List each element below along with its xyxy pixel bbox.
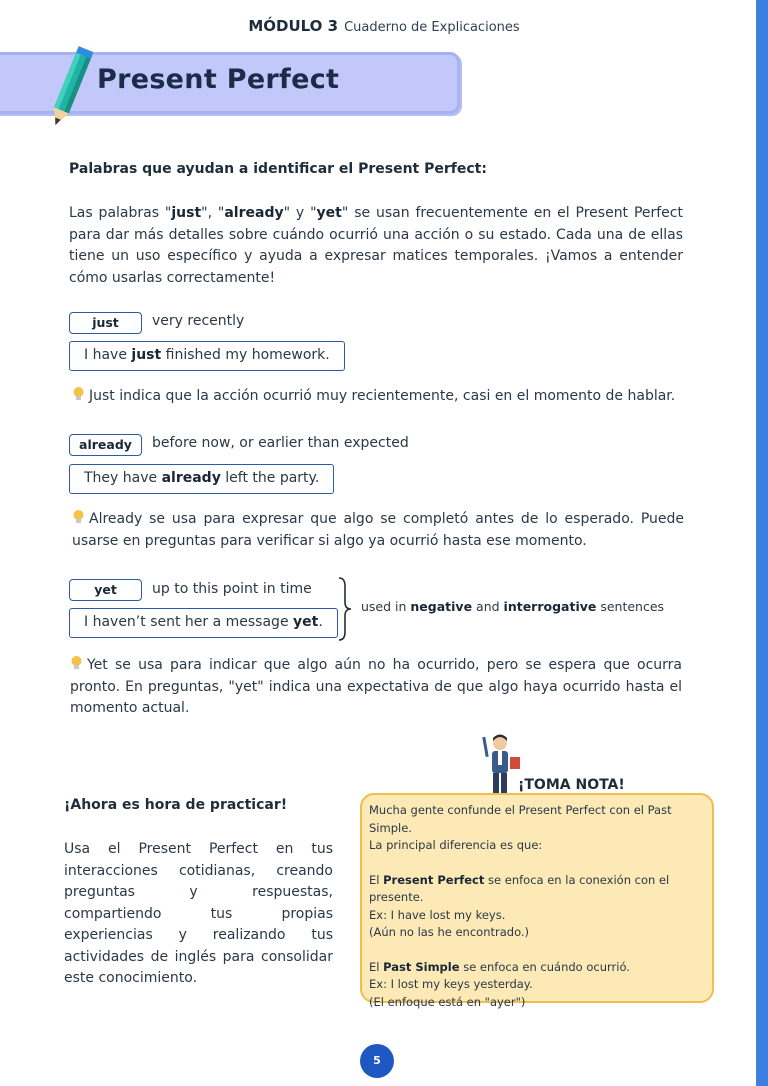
example-box-just bbox=[69, 341, 345, 371]
note-example: Ex: I lost my keys yesterday. bbox=[369, 977, 533, 991]
lightbulb-icon bbox=[72, 509, 85, 525]
note-keyword: Past Simple bbox=[383, 959, 460, 974]
right-edge-stripe bbox=[756, 0, 768, 1086]
curly-brace-icon bbox=[336, 576, 354, 642]
page-title: Present Perfect bbox=[97, 64, 340, 95]
example-text: I haven’t sent her a message bbox=[84, 614, 294, 630]
tip-text: Just indica que la acción ocurrió muy recientemente, casi en el momento de hablar. bbox=[89, 388, 676, 404]
practice-body: Usa el Present Perfect en tus interacciones cotidianas, creando preguntas y respuestas, compartiendo tus propias experiencias y realizando tus actividades de inglés para consolidar este conocimiento. bbox=[64, 841, 333, 986]
page-number-badge: 5 bbox=[360, 1044, 394, 1078]
note-keyword-negative: negative bbox=[410, 599, 473, 614]
example-text: I have bbox=[84, 347, 132, 363]
example-text: finished my homework. bbox=[161, 347, 330, 363]
note-line: Mucha gente confunde el Present Perfect con el Past Simple. bbox=[369, 803, 672, 835]
tip-just bbox=[72, 386, 684, 408]
note-keyword: Present Perfect bbox=[383, 872, 485, 887]
yet-usage-note bbox=[361, 599, 664, 614]
tip-yet bbox=[70, 655, 682, 720]
example-keyword: already bbox=[161, 470, 221, 486]
note-line: La principal diferencia es que: bbox=[369, 838, 543, 852]
note-text: se enfoca en cuándo ocurrió. bbox=[459, 959, 630, 974]
note-text: and bbox=[472, 599, 504, 614]
lightbulb-icon bbox=[70, 655, 83, 671]
note-line-present-perfect bbox=[369, 872, 709, 907]
note-text: El bbox=[369, 872, 384, 887]
note-text: used in bbox=[361, 599, 411, 614]
word-tag-yet: yet bbox=[69, 579, 142, 601]
example-text: . bbox=[318, 614, 323, 630]
note-line-past-simple bbox=[369, 959, 709, 977]
practice-title: ¡Ahora es hora de practicar! bbox=[64, 797, 288, 813]
pencil-icon bbox=[40, 44, 100, 134]
tip-already bbox=[72, 509, 684, 552]
module-label: MÓDULO 3 bbox=[248, 17, 339, 35]
note-text: sentences bbox=[596, 599, 665, 614]
example-text: They have bbox=[84, 470, 162, 486]
note-example: Ex: I have lost my keys. bbox=[369, 907, 506, 922]
tip-text: Already se usa para expresar que algo se completó antes de lo esperado. Puede usarse en preguntas para verificar si algo ya ocurrió hasta ese momento. bbox=[72, 511, 684, 549]
section-heading: Palabras que ayudan a identificar el Present Perfect: bbox=[69, 161, 487, 177]
note-keyword-interrogative: interrogative bbox=[503, 599, 597, 614]
word-tag-just: just bbox=[69, 312, 142, 334]
intro-paragraph bbox=[69, 203, 683, 289]
example-box-yet bbox=[69, 608, 338, 638]
example-keyword: just bbox=[131, 347, 162, 363]
note-content bbox=[369, 802, 709, 1011]
word-definition-already: before now, or earlier than expected bbox=[152, 435, 409, 451]
intro-text: ", " bbox=[201, 205, 225, 221]
note-text: se enfoca en la conexión con el presente. bbox=[369, 872, 670, 904]
word-tag-already: already bbox=[69, 434, 142, 456]
tip-text: Yet se usa para indicar que algo aún no ha ocurrido, pero se espera que ocurra pronto. En preguntas, "yet" indica una expectativa de que algo haya ocurrido hasta el momento actual. bbox=[70, 657, 682, 716]
intro-text: Las palabras " bbox=[69, 205, 172, 221]
example-box-already bbox=[69, 464, 334, 494]
keyword-just: just bbox=[171, 205, 202, 221]
example-keyword: yet bbox=[293, 614, 319, 630]
keyword-already: already bbox=[224, 205, 284, 221]
word-definition-yet: up to this point in time bbox=[152, 581, 312, 597]
module-header bbox=[0, 17, 768, 35]
intro-text: " se usan frecuentemente en el Present Perfect para dar más detalles sobre cuándo ocurrió una acción o su estado. Cada una de ellas tiene un uso específico y ayuda a expresar matices temporales. ¡Vamos a entender cómo usarlas correctamente! bbox=[69, 205, 683, 286]
intro-text: " y " bbox=[283, 205, 317, 221]
lightbulb-icon bbox=[72, 386, 85, 402]
note-translation: (El enfoque está en "ayer") bbox=[369, 994, 526, 1009]
note-text: El bbox=[369, 959, 384, 974]
keyword-yet: yet bbox=[316, 205, 342, 221]
note-heading: ¡TOMA NOTA! bbox=[518, 777, 625, 793]
note-translation: (Aún no las he encontrado.) bbox=[369, 925, 530, 939]
word-definition-just: very recently bbox=[152, 313, 245, 329]
example-text: left the party. bbox=[220, 470, 320, 486]
module-subtitle: Cuaderno de Explicaciones bbox=[344, 20, 520, 35]
